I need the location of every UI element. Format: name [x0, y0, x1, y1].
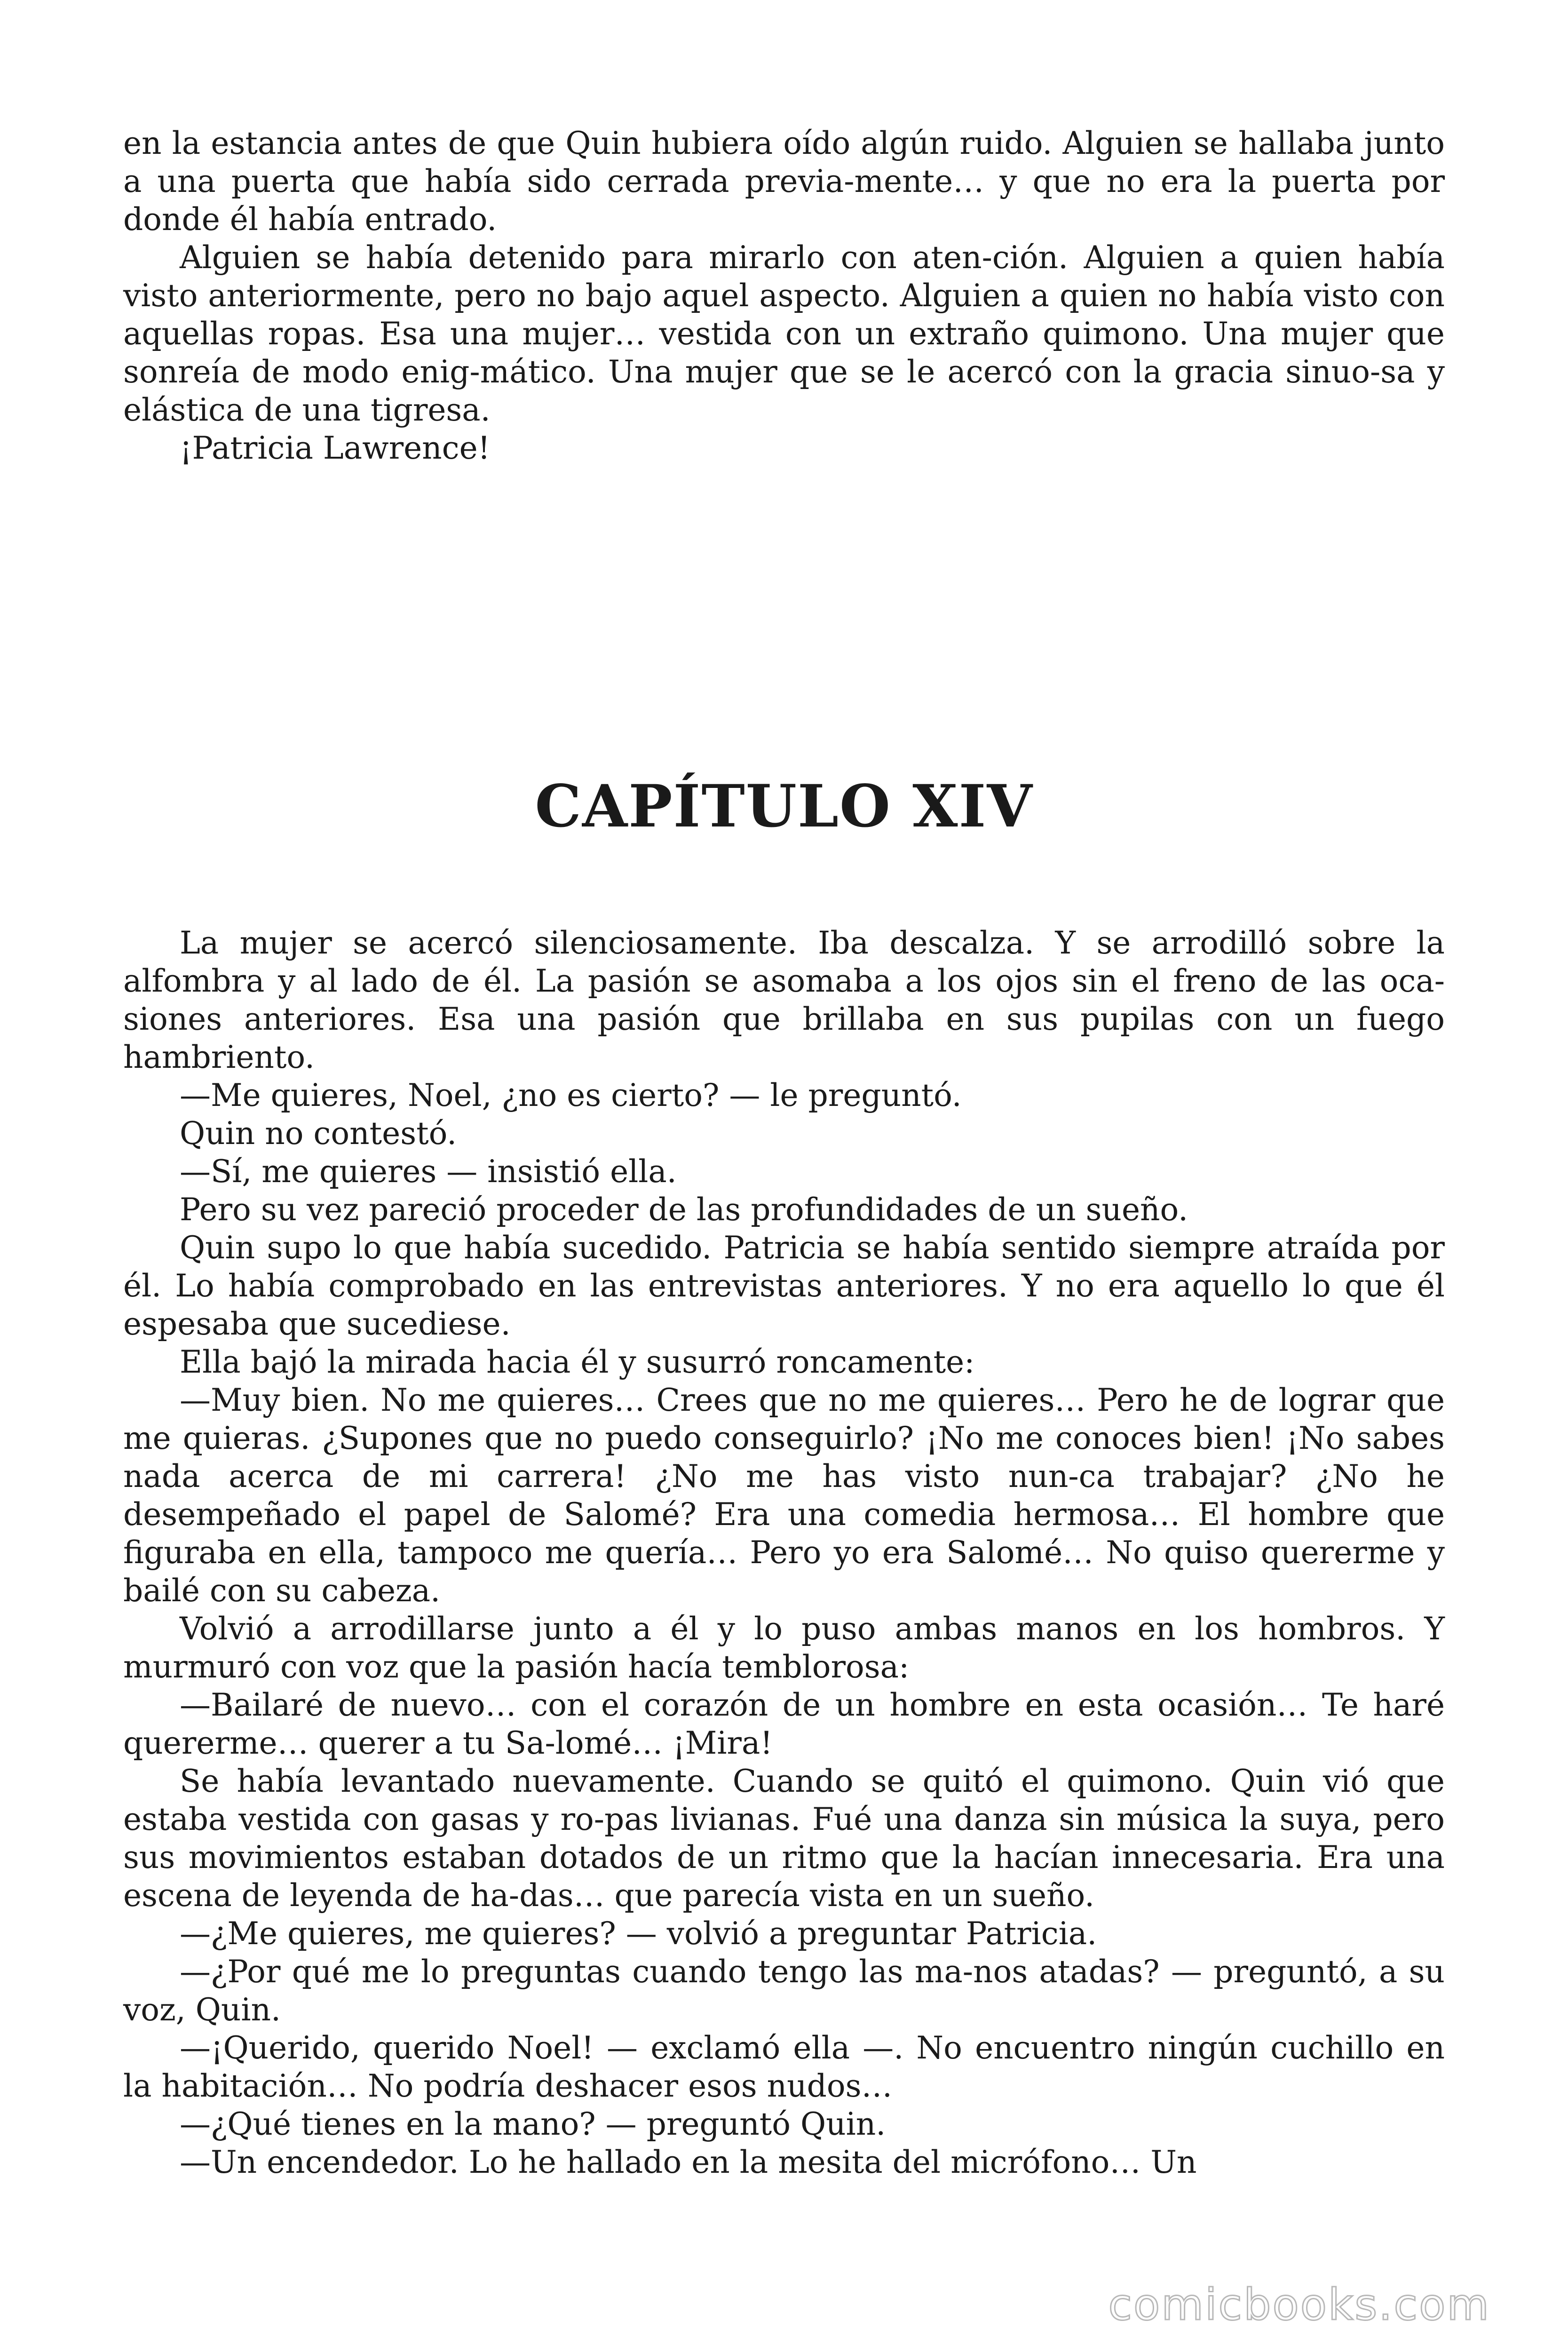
- paragraph: Quin no contestó.: [180, 1115, 457, 1152]
- dialogue-line: —Un encendedor. Lo he hallado en la mesita del micrófono… Un: [180, 2144, 1197, 2180]
- dialogue-line: —Sí, me quieres — insistió ella.: [180, 1153, 677, 1190]
- paragraph: Volvió a arrodillarse junto a él y lo puso ambas manos en los hombros. Y murmuró con voz que la pasión hacía temblorosa:: [123, 1611, 1445, 1685]
- paragraph: Pero su vez pareció proceder de las profundidades de un sueño.: [180, 1192, 1188, 1228]
- watermark: comicbooks.com: [1108, 2280, 1490, 2330]
- paragraph: Se había levantado nuevamente. Cuando se quitó el quimono. Quin vió que estaba vestida con gasas y ro-pas livianas. Fué una danza sin música la suya, pero sus movimientos estaban dotados de un ritmo que la hacían innecesaria. Era una escena de leyenda de ha-das… que parecía vista en un sueño.: [123, 1763, 1445, 1914]
- paragraph-continued: en la estancia antes de que Quin hubiera oído algún ruido. Alguien se hallaba junto a una puerta que había sido cerrada previa-mente… y que no era la puerta por donde él había entrado.: [123, 125, 1445, 238]
- dialogue-line: —Me quieres, Noel, ¿no es cierto? — le preguntó.: [180, 1077, 962, 1113]
- dialogue-line: —Bailaré de nuevo… con el corazón de un hombre en esta ocasión… Te haré quererme… querer a tu Sa-lomé… ¡Mira!: [123, 1687, 1445, 1761]
- dialogue-line: —¿Qué tienes en la mano? — preguntó Quin.: [180, 2106, 886, 2142]
- continued-text-block: [123, 124, 1445, 467]
- dialogue-line: —¡Querido, querido Noel! — exclamó ella —. No encuentro ningún cuchillo en la habitación… No podría deshacer esos nudos…: [123, 2030, 1445, 2104]
- paragraph: Ella bajó la mirada hacia él y susurró roncamente:: [180, 1344, 975, 1380]
- paragraph: Alguien se había detenido para mirarlo con aten-ción. Alguien a quien había visto anteriormente, pero no bajo aquel aspecto. Alguien a quien no había visto con aquellas ropas. Esa una mujer… vestida con un extraño quimono. Una mujer que sonreía de modo enig-mático. Una mujer que se le acercó con la gracia sinuo-sa y elástica de una tigresa.: [123, 239, 1445, 428]
- paragraph-exclamation: ¡Patricia Lawrence!: [180, 430, 491, 466]
- dialogue-line: —¿Por qué me lo preguntas cuando tengo las ma-nos atadas? — preguntó, a su voz, Quin.: [123, 1954, 1445, 2028]
- dialogue-line: —¿Me quieres, me quieres? — volvió a preguntar Patricia.: [180, 1915, 1097, 1952]
- chapter-title: CAPÍTULO XIV: [535, 772, 1033, 841]
- paragraph: La mujer se acercó silenciosamente. Iba descalza. Y se arrodilló sobre la alfombra y al lado de él. La pasión se asomaba a los ojos sin el freno de las oca-siones anteriores. Esa una pasión que brillaba en sus pupilas con un fuego hambriento.: [123, 925, 1445, 1075]
- dialogue-line: —Muy bien. No me quieres… Crees que no me quieres… Pero he de lograr que me quieras. ¿Supones que no puedo conseguirlo? ¡No me conoces bien! ¡No sabes nada acerca de mi carrera! ¿No me has visto nun-ca trabajar? ¿No he desempeñado el papel de Salomé? Era una comedia hermosa… El hombre que figuraba en ella, tampoco me quería… Pero yo era Salomé… No quiso quererme y bailé con su cabeza.: [123, 1382, 1445, 1609]
- paragraph: Quin supo lo que había sucedido. Patricia se había sentido siempre atraída por él. Lo había comprobado en las entrevistas anteriores. Y no era aquello lo que él espesaba que sucediese.: [123, 1230, 1445, 1342]
- chapter-text-block: [123, 924, 1445, 2181]
